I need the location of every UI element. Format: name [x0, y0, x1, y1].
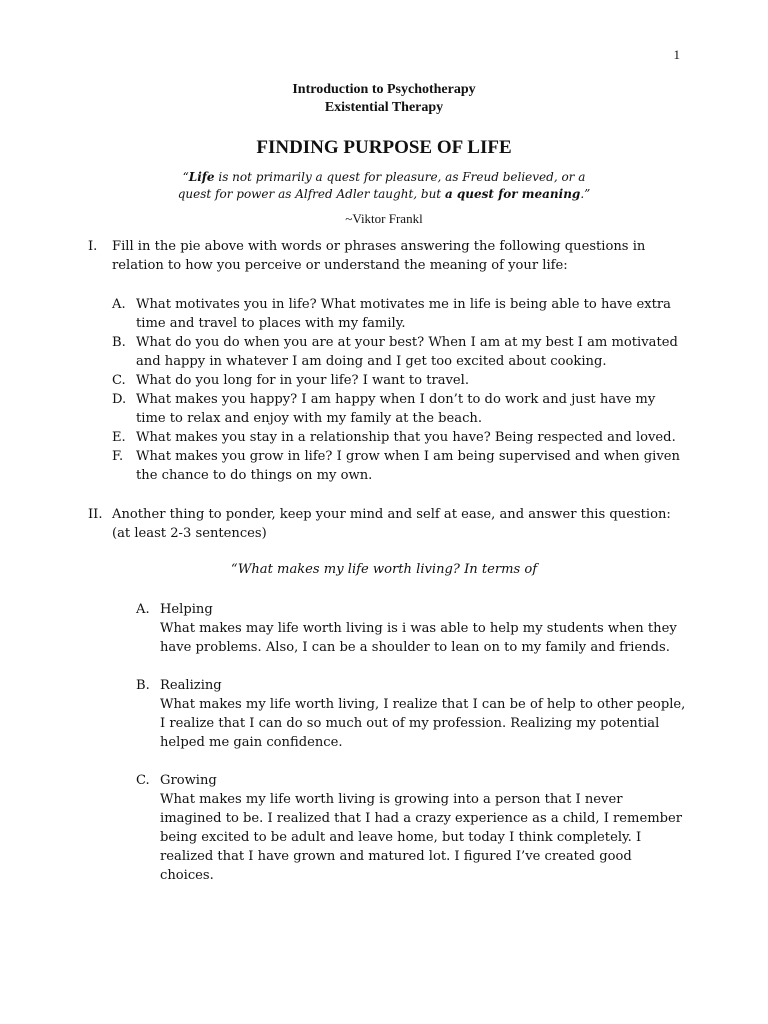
item-letter: B. [112, 335, 126, 350]
section-two [88, 505, 688, 543]
page-number: 1 [673, 47, 680, 62]
list-item [112, 371, 688, 390]
item-text: What makes my life worth living, I realize that I can be of help to other people, I realize that I can do so much out of my profession. Realizing my potential helped me gain confidence. [160, 697, 686, 750]
item-text: What makes may life worth living is i was able to help my students when they have problems. Also, I can be a shoulder to lean on to my family and friends. [160, 621, 677, 655]
item-letter: A. [136, 602, 150, 617]
list-item [112, 600, 688, 657]
section-numeral: I. [88, 239, 98, 254]
quote-body: is not primarily a quest for pleasure, as Freud believed, or a quest for power as Alfred Adler taught, but [177, 170, 586, 201]
course-title: Introduction to Psychotherapy [292, 82, 476, 97]
page-title: FINDING PURPOSE OF LIFE [256, 137, 512, 158]
item-text: What makes you happy? I am happy when I don’t to do work and just have my time to relax and enjoy with my family at the beach. [136, 392, 656, 426]
item-text: What do you do when you are at your best? When I am at my best I am motivated and happy in whatever I am doing and I get too excited about cooking. [136, 335, 678, 369]
item-letter: B. [136, 678, 150, 693]
item-letter: F. [112, 449, 124, 464]
item-text: What do you long for in your life? I want to travel. [136, 373, 470, 388]
section-numeral: II. [88, 507, 103, 522]
list-item [112, 428, 688, 447]
item-text: What makes you stay in a relationship that you have? Being respected and loved. [136, 430, 676, 445]
list-item [112, 447, 688, 485]
item-text: What motivates you in life? What motivates me in life is being able to have extra time and travel to places with my family. [136, 297, 671, 331]
item-text: What makes you grow in life? I grow when I am being supervised and when given the chance to do things on my own. [136, 449, 680, 483]
reflection-prompt: “What makes my life worth living? In terms of [230, 562, 538, 577]
epigraph-quote [170, 169, 598, 203]
list-item [112, 771, 688, 885]
quote-open: “ [182, 170, 189, 184]
item-letter: D. [112, 392, 127, 407]
item-text: What makes my life worth living is growing into a person that I never imagined to be. I realized that I had a crazy experience as a child, I remember being excited to be adult and leave home, but today I think completely. I realized that I have grown and matured lot. I figured I’ve created good choices. [160, 792, 683, 883]
item-heading: Realizing [160, 678, 222, 693]
quote-emphasis-life: Life [188, 170, 215, 184]
quote-close: .” [580, 187, 591, 201]
item-letter: C. [112, 373, 126, 388]
item-heading: Helping [160, 602, 213, 617]
section-instructions: Fill in the pie above with words or phrases answering the following questions in relation to how you perceive or understand the meaning of your life: [112, 239, 646, 273]
quote-emphasis-meaning: a quest for meaning [444, 187, 581, 201]
list-item [112, 390, 688, 428]
item-heading: Growing [160, 773, 217, 788]
list-item [112, 295, 688, 333]
section-instructions: Another thing to ponder, keep your mind and self at ease, and answer this question: (at least 2-3 sentences) [112, 507, 671, 541]
question-list [112, 295, 688, 485]
quote-author: ~Viktor Frankl [345, 211, 423, 226]
list-item [112, 333, 688, 371]
section-one [88, 237, 688, 485]
course-subtitle: Existential Therapy [324, 100, 444, 115]
item-letter: C. [136, 773, 150, 788]
list-item [112, 676, 688, 752]
item-letter: A. [112, 297, 126, 312]
item-letter: E. [112, 430, 126, 445]
answer-list [88, 600, 688, 904]
